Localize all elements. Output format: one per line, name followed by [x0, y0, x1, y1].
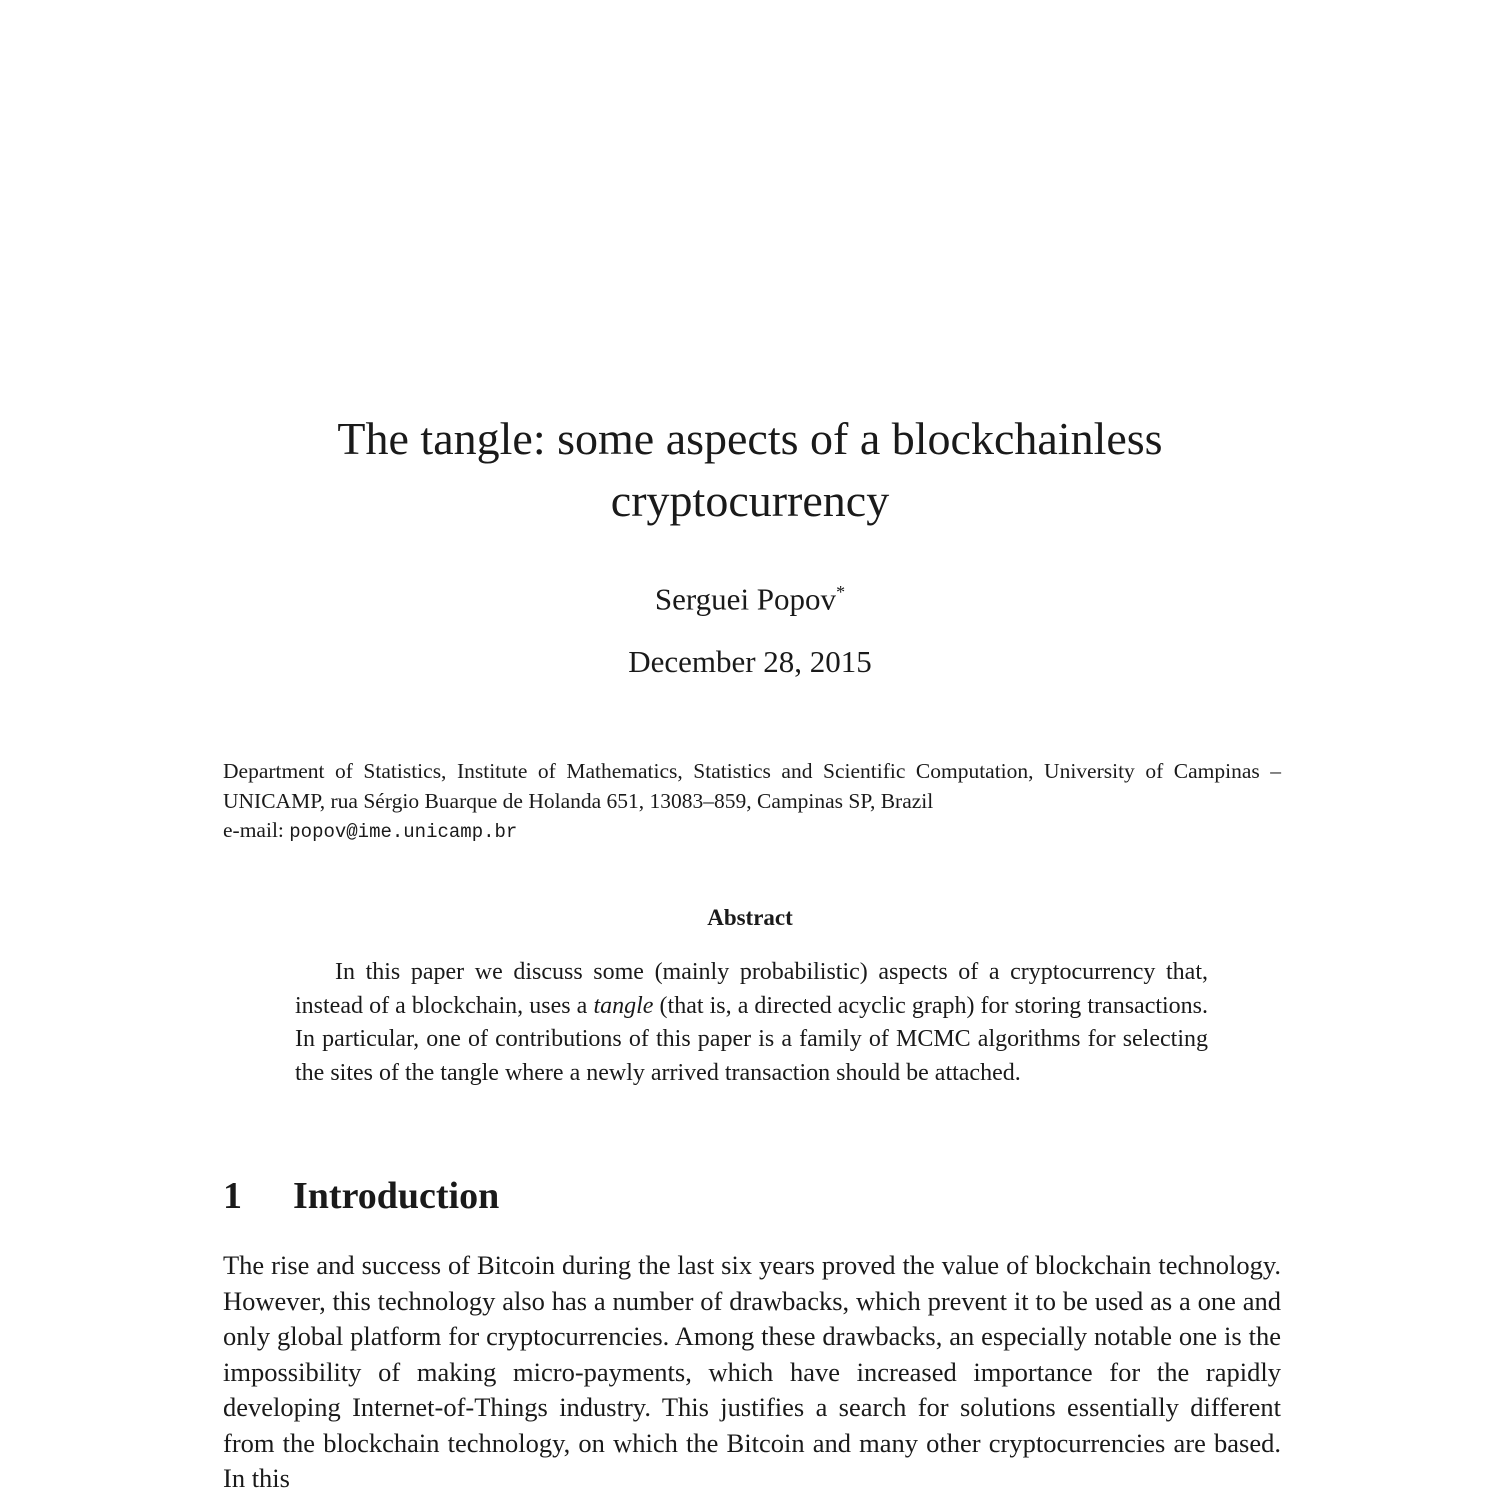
- section-number: 1: [223, 1175, 242, 1217]
- paper-title-text: The tangle: some aspects of a blockchainless cryptocurrency: [337, 413, 1163, 526]
- affiliation-text: Department of Statistics, Institute of Mathematics, Statistics and Scientific Computation, University of Campinas – UNICAMP, rua Sérgio Buarque de Holanda 651, 13083–859, Campinas SP, Brazil: [223, 759, 1281, 813]
- email-label: e-mail:: [223, 818, 284, 842]
- author-line: [0, 570, 1500, 621]
- abstract-body: [295, 956, 1208, 1090]
- author-name: Serguei Popov: [654, 581, 837, 617]
- abstract-text-part1: In this paper we discuss some (mainly probabilistic) aspects of a cryptocurrency that, instead of a blockchain, uses a: [295, 959, 1208, 1019]
- author-footnote-mark: *: [836, 582, 846, 602]
- paper-title: [0, 408, 1500, 532]
- abstract-text-part2: (that is, a directed acyclic graph) for storing transactions. In particular, one of contributions of this paper is a family of MCMC algorithms for selecting the sites of the tangle where a newly arrived transaction should be attached.: [295, 992, 1209, 1086]
- affiliation-block: [223, 757, 1281, 848]
- section-title: Introduction: [293, 1175, 500, 1217]
- abstract-emphasis: tangle: [593, 992, 654, 1019]
- paper-date: December 28, 2015: [628, 644, 872, 679]
- section-heading-introduction: [223, 1172, 499, 1220]
- email-address[interactable]: popov@ime.unicamp.br: [289, 821, 518, 843]
- introduction-paragraph: The rise and success of Bitcoin during the last six years proved the value of blockchain technology. However, this technology also has a number of drawbacks, which prevent it to be used as a one and only global platform for cryptocurrencies. Among these drawbacks, an especially notable one is the impossibility of making micro-payments, which have increased importance for the rapidly developing Internet-of-Things industry. This justifies a search for solutions essentially different from the blockchain technology, on which the Bitcoin and many other cryptocurrencies are based. In this: [223, 1250, 1281, 1493]
- abstract-heading: Abstract: [707, 905, 793, 930]
